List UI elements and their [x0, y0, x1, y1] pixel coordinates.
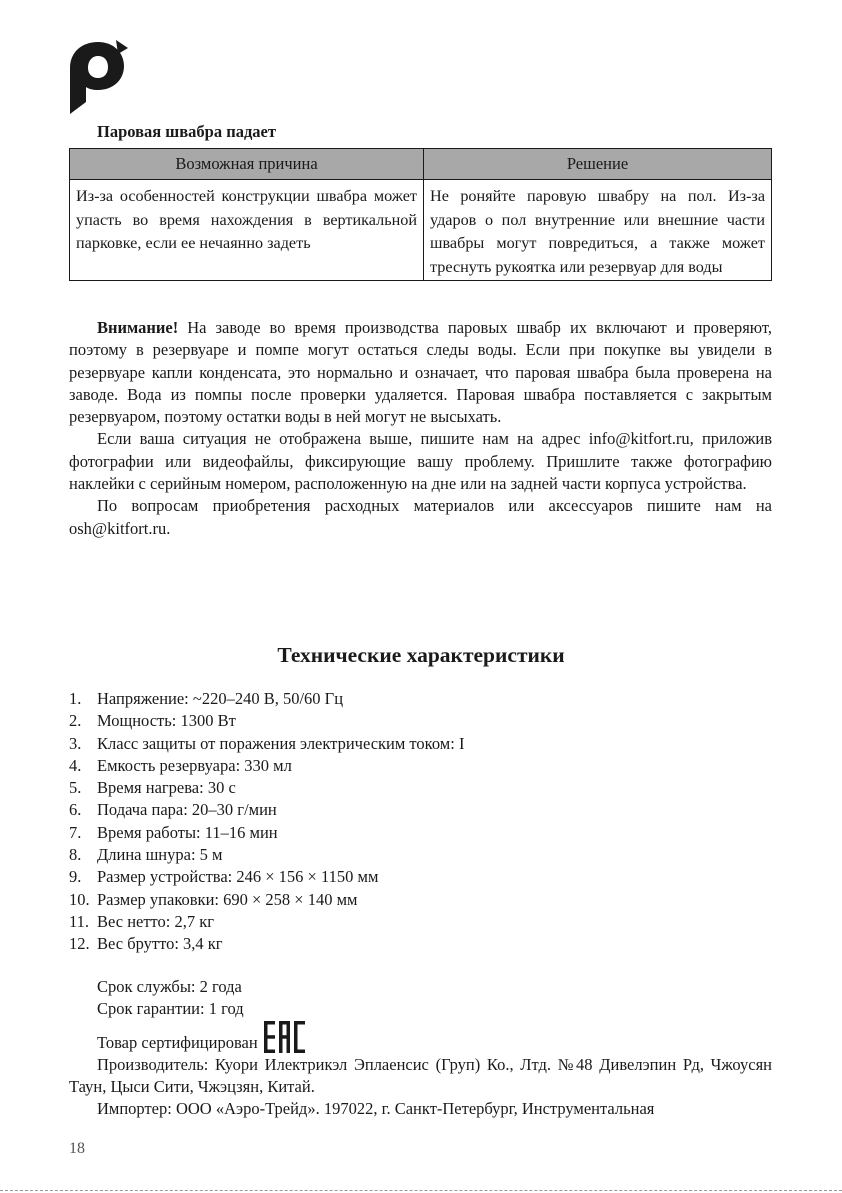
body-text — [69, 317, 772, 540]
importer: Импортер: ООО «Аэро-Трейд». 197022, г. Санкт-Петербург, Инструментальная — [97, 1099, 655, 1119]
item-number: 5. — [69, 778, 82, 798]
list-item — [69, 799, 779, 821]
list-item — [69, 866, 779, 888]
certified-text: Товар сертифицирован — [97, 1032, 258, 1052]
item-text: Подача пара: 20–30 г/мин — [97, 800, 277, 820]
tech-specs-list — [69, 688, 779, 956]
item-text: Длина шнура: 5 м — [97, 845, 223, 865]
item-number: 10. — [69, 889, 90, 909]
list-item — [69, 688, 779, 710]
item-text: Размер устройства: 246 × 156 × 1150 мм — [97, 867, 379, 887]
table-header-row — [70, 149, 772, 180]
header-solution: Решение — [424, 149, 772, 180]
product-info — [69, 976, 772, 1121]
warning-label: Внимание! — [97, 318, 179, 337]
page-bottom-divider — [0, 1190, 842, 1191]
item-text: Мощность: 1300 Вт — [97, 711, 236, 731]
list-item — [69, 822, 779, 844]
page-number: 18 — [69, 1140, 85, 1157]
list-item — [69, 911, 779, 933]
list-item — [69, 844, 779, 866]
item-number: 7. — [69, 822, 82, 842]
warning-text: На заводе во время производства паровых швабр их включают и проверяют, поэтому в резервуаре и помпе могут остаться следы воды. Если при покупке вы увидели в резервуаре капли конденсата, это нормально и означает, что паровая швабра была проверена на заводе. Вода из помпы после проверки удаляется. Паровая швабра поставляется с закрытым резервуаром, поэтому остатки воды в ней могут не высыхать. — [69, 318, 772, 427]
item-number: 11. — [69, 911, 90, 931]
header-cause: Возможная причина — [70, 149, 424, 180]
item-number: 2. — [69, 711, 82, 731]
list-item — [69, 710, 779, 732]
list-item — [69, 733, 779, 755]
item-text: Вес брутто: 3,4 кг — [97, 934, 223, 954]
item-number: 1. — [69, 689, 82, 708]
item-text: Размер упаковки: 690 × 258 × 140 мм — [97, 889, 358, 909]
item-text: Время работы: 11–16 мин — [97, 822, 278, 842]
list-item — [69, 755, 779, 777]
warranty: Срок гарантии: 1 год — [97, 999, 244, 1019]
item-text: Класс защиты от поражения электрическим током: I — [97, 733, 465, 753]
item-text: Емкость резервуара: 330 мл — [97, 755, 292, 775]
item-text: Время нагрева: 30 с — [97, 778, 236, 798]
list-item — [69, 933, 779, 955]
certification-line — [69, 1021, 772, 1054]
item-text: Вес нетто: 2,7 кг — [97, 911, 215, 931]
list-item — [69, 777, 779, 799]
service-life: Срок службы: 2 года — [97, 977, 242, 996]
cause-cell: Из-за особенностей конструкции швабра может упасть во время нахождения в вертикальной парковке, если ее нечаянно задеть — [70, 180, 424, 281]
item-number: 12. — [69, 934, 90, 954]
item-number: 4. — [69, 755, 82, 775]
accessories-paragraph: По вопросам приобретения расходных материалов или аксессуаров пишите нам на osh@kitfort.ru. — [69, 496, 772, 538]
item-number: 8. — [69, 845, 82, 865]
warning-paragraph — [69, 317, 772, 428]
solution-cell: Не роняйте паровую швабру на пол. Из-за ударов о пол внутренние или внешние части швабры могут повредиться, а также может треснуть рукоятка или резервуар для воды — [424, 180, 772, 281]
section-title: Паровая швабра падает — [97, 122, 276, 141]
list-item — [69, 889, 779, 911]
item-number: 9. — [69, 867, 82, 887]
table-row — [70, 180, 772, 281]
contact-paragraph: Если ваша ситуация не отображена выше, пишите нам на адрес info@kitfort.ru, приложив фотографии или видеофайлы, фиксирующие вашу проблему. Пришлите также фотографию наклейки с серийным номером, расположенную на дне или на задней части корпуса устройства. — [69, 429, 772, 494]
tech-specs-title: Технические характеристики — [277, 643, 565, 667]
item-text: Напряжение: ~220–240 В, 50/60 Гц — [97, 689, 344, 708]
eac-mark-icon — [264, 1021, 306, 1053]
kitfort-p-logo-icon — [66, 38, 130, 114]
item-number: 6. — [69, 800, 82, 820]
item-number: 3. — [69, 733, 82, 753]
manufacturer: Производитель: Куори Илектрикэл Эплаенсис (Груп) Ко., Лтд. №48 Дивелэпин Рд, Чжоусян Таун, Цыси Сити, Чжэцзян, Китай. — [69, 1054, 772, 1097]
troubleshooting-table — [69, 148, 772, 281]
